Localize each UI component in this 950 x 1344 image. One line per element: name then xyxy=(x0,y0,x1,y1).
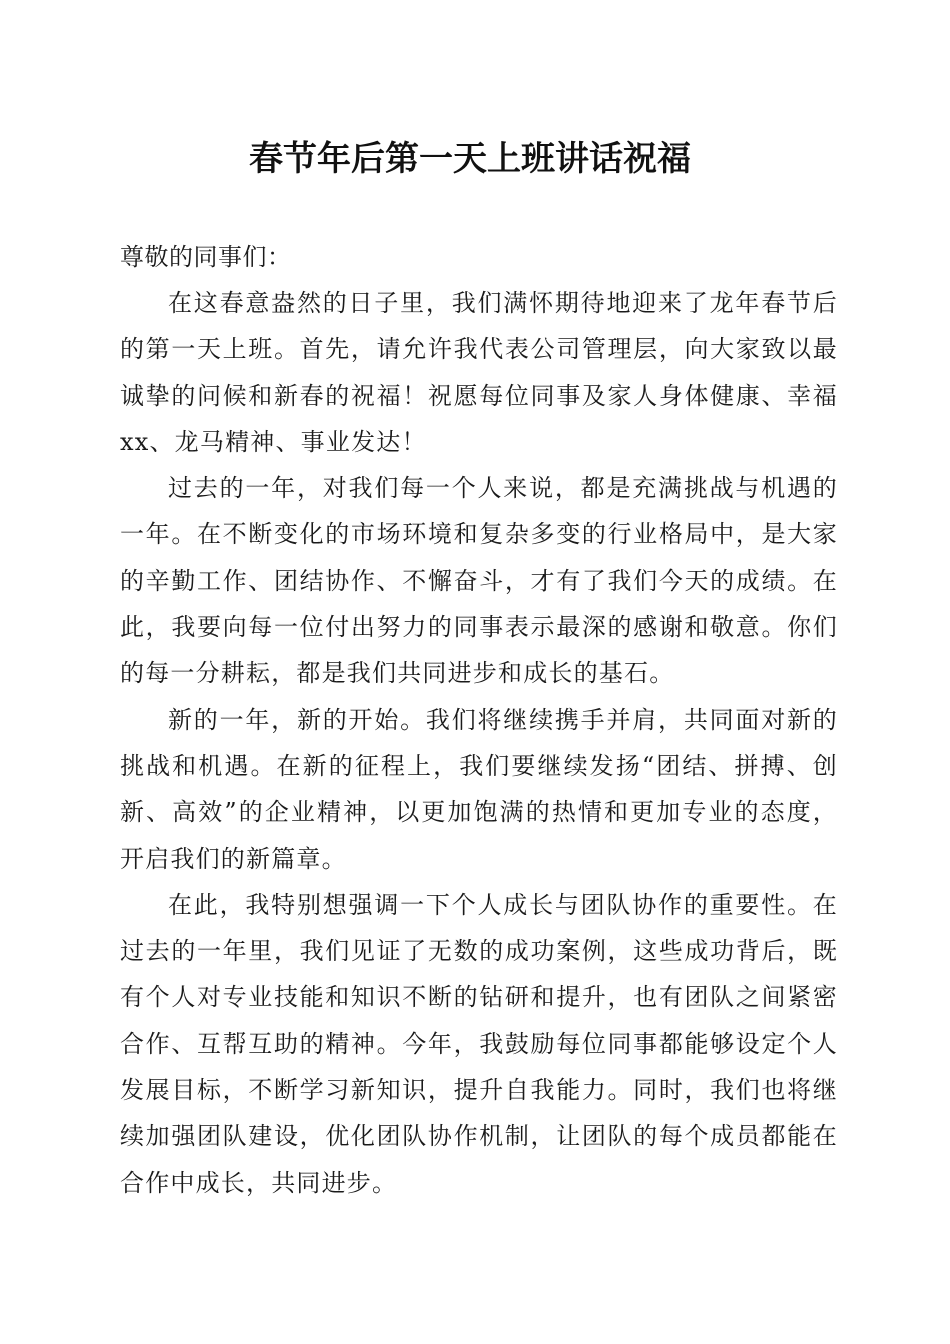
document-body xyxy=(120,234,838,1206)
paragraph-past-year: 过去的一年，对我们每一个人来说，都是充满挑战与机遇的一年。在不断变化的市场环境和复杂多变的行业格局中，是大家的辛勤工作、团结协作、不懈奋斗，才有了我们今天的成绩。在此，我要向每一位付出努力的同事表示最深的感谢和敬意。你们的每一分耕耘，都是我们共同进步和成长的基石。 xyxy=(120,474,838,688)
paragraph-growth-teamwork: 在此，我特别想强调一下个人成长与团队协作的重要性。在过去的一年里，我们见证了无数的成功案例，这些成功背后，既有个人对专业技能和知识不断的钻研和提升，也有团队之间紧密合作、互帮互助的精神。今年，我鼓励每位同事都能够设定个人发展目标，不断学习新知识，提升自我能力。同时，我们也将继续加强团队建设，优化团队协作机制，让团队的每个成员都能在合作中成长，共同进步。 xyxy=(120,890,838,1197)
paragraph-greeting: 在这春意盎然的日子里，我们满怀期待地迎来了龙年春节后的第一天上班。首先，请允许我代表公司管理层，向大家致以最诚挚的问候和新春的祝福！祝愿每位同事及家人身体健康、幸福xx、龙马精神、事业发达！ xyxy=(120,289,838,456)
document-title: 春节年后第一天上班讲话祝福 xyxy=(249,139,691,179)
salutation: 尊敬的同事们： xyxy=(120,243,292,271)
paragraph-new-year: 新的一年，新的开始。我们将继续携手并肩，共同面对新的挑战和机遇。在新的征程上，我们要继续发扬“团结、拼搏、创新、高效”的企业精神，以更加饱满的热情和更加专业的态度，开启我们的新篇章。 xyxy=(120,705,838,873)
